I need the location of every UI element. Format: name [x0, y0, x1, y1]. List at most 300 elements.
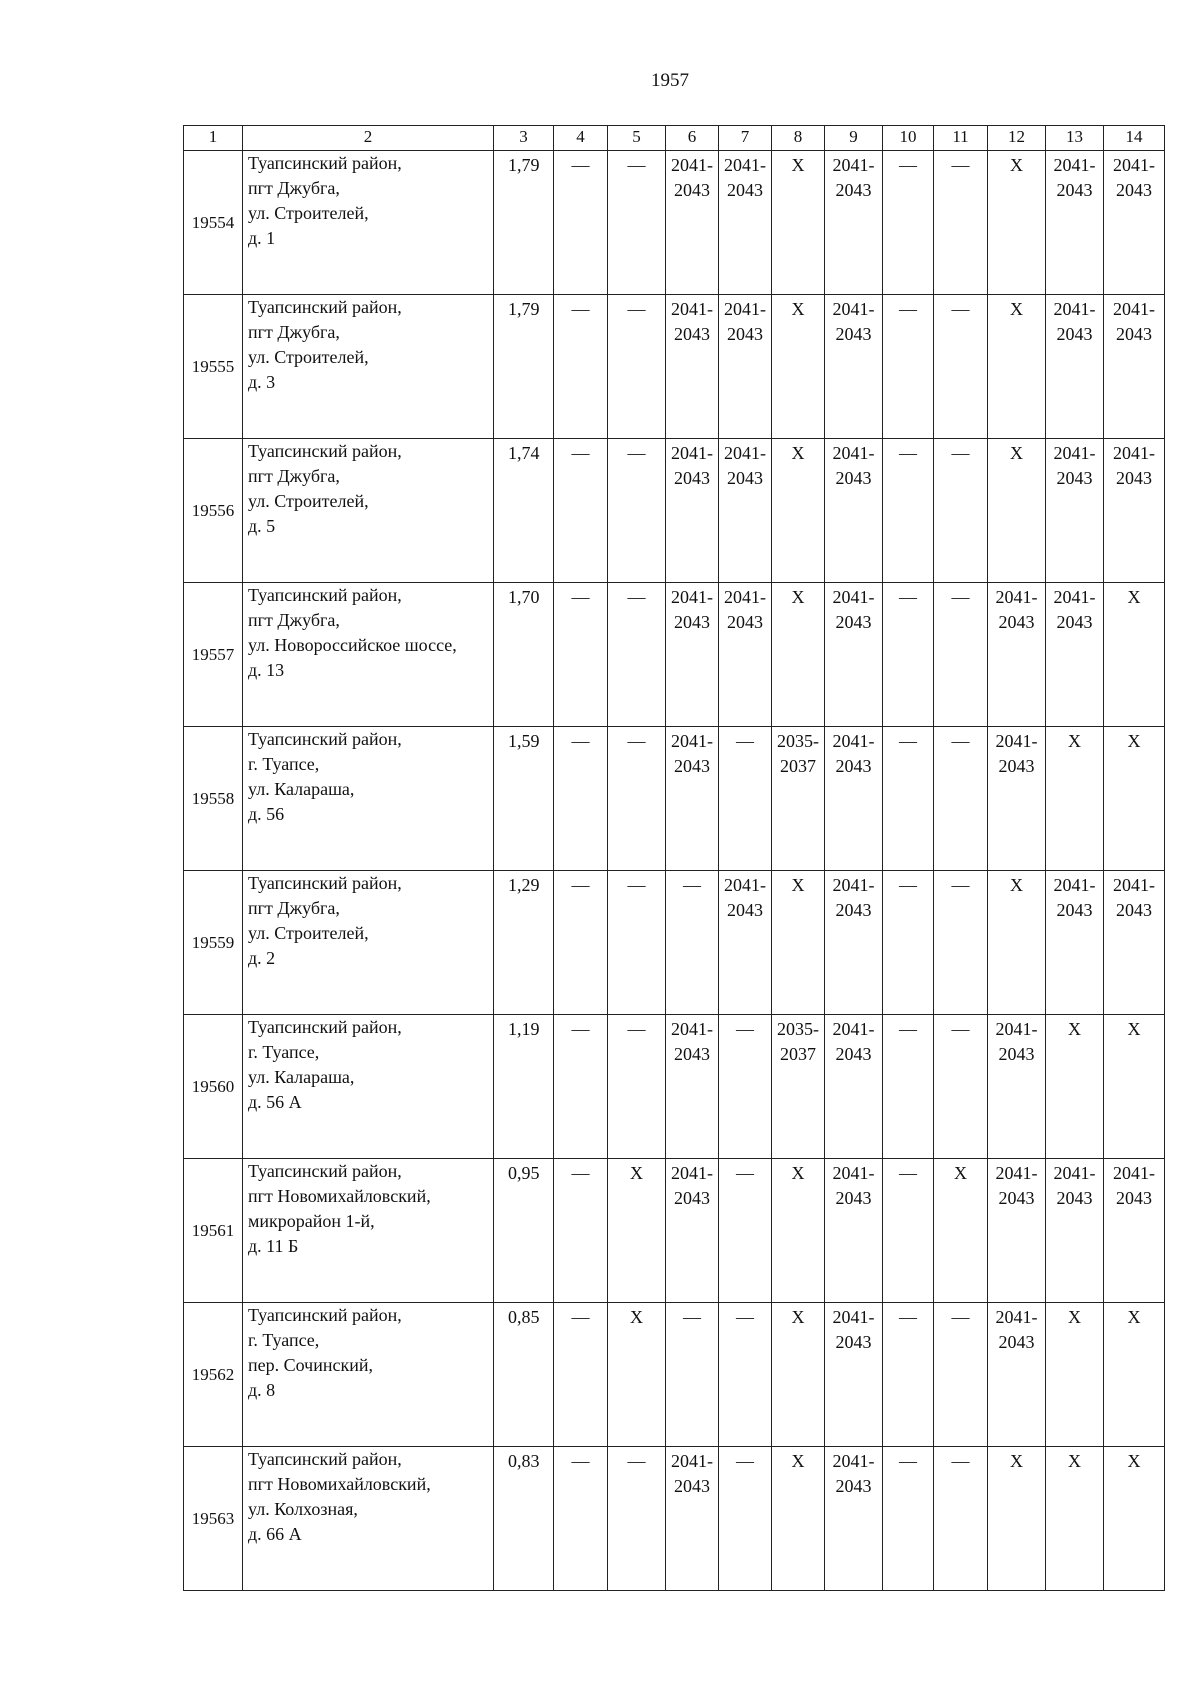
- table-row: [184, 439, 1165, 583]
- cell-col-9: [825, 151, 883, 295]
- cell-line: 2041-: [1113, 155, 1155, 175]
- cell-col-7: [719, 151, 772, 295]
- address-line: Туапсинский район,: [248, 441, 402, 461]
- cell-col-10: —: [883, 439, 934, 583]
- cell-col-14: [1104, 295, 1165, 439]
- cell-col-11: —: [934, 727, 988, 871]
- cell-line: 2043: [835, 1476, 872, 1496]
- cell-col-10: —: [883, 1447, 934, 1591]
- address-line: ул. Новороссийское шоссе,: [248, 635, 457, 655]
- cell-col-8: [772, 1015, 825, 1159]
- cell-col-11: —: [934, 1303, 988, 1447]
- cell-col-8: [772, 727, 825, 871]
- cell-line: 2035-: [777, 1019, 819, 1039]
- cell-col-13: [1046, 295, 1104, 439]
- cell-col-4: —: [554, 1447, 608, 1591]
- cell-line: 2041-: [671, 155, 713, 175]
- cell-line: 2043: [835, 756, 872, 776]
- address-line: д. 8: [248, 1380, 276, 1400]
- cell-col-10: —: [883, 151, 934, 295]
- cell-col-4: —: [554, 1015, 608, 1159]
- cell-line: X: [791, 155, 805, 175]
- address-line: д. 11 Б: [248, 1236, 299, 1256]
- cell-line: 2041-: [724, 155, 766, 175]
- cell-line: X: [791, 299, 805, 319]
- address-line: пер. Сочинский,: [248, 1355, 373, 1375]
- address-line: ул. Строителей,: [248, 347, 369, 367]
- cell-col-11: —: [934, 151, 988, 295]
- cell-line: 2035-: [777, 731, 819, 751]
- address-line: Туапсинский район,: [248, 1305, 402, 1325]
- cell-col-12: [988, 1015, 1046, 1159]
- cell-col-9: [825, 871, 883, 1015]
- cell-line: 2043: [674, 612, 710, 632]
- cell-line: X: [1068, 1451, 1081, 1471]
- cell-line: 2041-: [1113, 1163, 1155, 1183]
- cell-line: 2041-: [832, 1019, 875, 1039]
- cell-col-10: —: [883, 1015, 934, 1159]
- cell-line: 2041-: [995, 587, 1038, 607]
- cell-line: 2043: [835, 468, 872, 488]
- address-cell: [243, 583, 494, 727]
- cell-line: 2037: [780, 1044, 816, 1064]
- cell-col-8: [772, 871, 825, 1015]
- cell-col-10: —: [883, 871, 934, 1015]
- cell-col-11: —: [934, 871, 988, 1015]
- cell-line: 2043: [835, 324, 872, 344]
- cell-line: 2043: [1056, 900, 1093, 920]
- column-header-11: 11: [934, 126, 988, 151]
- cell-col-10: —: [883, 583, 934, 727]
- cell-col-5: —: [608, 151, 666, 295]
- row-number: 19558: [184, 727, 243, 871]
- cell-col-4: —: [554, 1303, 608, 1447]
- cell-col-6: [666, 727, 719, 871]
- cell-col-8: [772, 1159, 825, 1303]
- row-number: 19563: [184, 1447, 243, 1591]
- address-line: Туапсинский район,: [248, 297, 402, 317]
- header-row: [184, 126, 1165, 151]
- cell-col-4: —: [554, 583, 608, 727]
- cell-line: X: [1010, 443, 1023, 463]
- cell-col-5: X: [608, 1303, 666, 1447]
- cell-line: 2041-: [671, 299, 713, 319]
- address-line: пгт Джубга,: [248, 610, 340, 630]
- cell-col-6: [666, 295, 719, 439]
- cell-col-13: [1046, 151, 1104, 295]
- cell-line: 2043: [835, 1044, 872, 1064]
- address-line: Туапсинский район,: [248, 873, 402, 893]
- cell-line: 2041-: [724, 443, 766, 463]
- cell-line: X: [1127, 587, 1141, 607]
- cell-line: 2041-: [1053, 443, 1096, 463]
- cell-line: 2041-: [1053, 875, 1096, 895]
- row-number: 19554: [184, 151, 243, 295]
- address-line: Туапсинский район,: [248, 729, 402, 749]
- page-number: 1957: [651, 70, 689, 91]
- cell-col-13: [1046, 439, 1104, 583]
- column-header-14: 14: [1104, 126, 1165, 151]
- cell-col-4: —: [554, 295, 608, 439]
- column-header-6: 6: [666, 126, 719, 151]
- cell-col-7: [719, 1303, 772, 1447]
- cell-line: —: [736, 731, 754, 751]
- cell-line: 2043: [1056, 468, 1093, 488]
- cell-col-7: [719, 727, 772, 871]
- table-row: [184, 1447, 1165, 1591]
- table-body: [184, 151, 1165, 1591]
- cell-col-6: [666, 439, 719, 583]
- address-line: ул. Строителей,: [248, 203, 369, 223]
- cell-line: 2043: [835, 1188, 872, 1208]
- address-cell: [243, 871, 494, 1015]
- cell-line: X: [791, 875, 805, 895]
- cell-col-13: [1046, 1447, 1104, 1591]
- cell-line: 2043: [1056, 1188, 1093, 1208]
- cell-line: 2043: [835, 612, 872, 632]
- address-line: Туапсинский район,: [248, 1449, 402, 1469]
- cell-line: —: [736, 1451, 754, 1471]
- cell-col-6: [666, 871, 719, 1015]
- register-table: [183, 125, 1165, 1591]
- address-line: д. 3: [248, 372, 276, 392]
- cell-line: 2043: [835, 180, 872, 200]
- column-header-3: 3: [494, 126, 554, 151]
- row-number: 19555: [184, 295, 243, 439]
- cell-col-11: —: [934, 295, 988, 439]
- cell-col-5: —: [608, 439, 666, 583]
- cell-line: 2041-: [671, 731, 713, 751]
- cell-line: 2043: [998, 612, 1035, 632]
- cell-line: 2041-: [1053, 587, 1096, 607]
- address-line: г. Туапсе,: [248, 754, 320, 774]
- address-line: пгт Новомихайловский,: [248, 1186, 431, 1206]
- cell-line: 2043: [674, 324, 710, 344]
- cell-col-6: [666, 583, 719, 727]
- cell-line: 2041-: [832, 1163, 875, 1183]
- cell-line: 2041-: [995, 1307, 1038, 1327]
- column-header-10: 10: [883, 126, 934, 151]
- cell-line: X: [791, 587, 805, 607]
- cell-line: 2043: [1116, 1188, 1152, 1208]
- cell-line: 2041-: [671, 1019, 713, 1039]
- row-number: 19562: [184, 1303, 243, 1447]
- cell-line: 2041-: [724, 299, 766, 319]
- cell-line: —: [736, 1019, 754, 1039]
- cell-col-12: [988, 1159, 1046, 1303]
- column-header-8: 8: [772, 126, 825, 151]
- cell-line: 2043: [835, 1332, 872, 1352]
- cell-line: X: [1068, 731, 1081, 751]
- address-line: д. 1: [248, 228, 276, 248]
- address-line: ул. Калараша,: [248, 779, 355, 799]
- cell-col-12: [988, 727, 1046, 871]
- cell-line: —: [736, 1307, 754, 1327]
- cell-col-3: 1,19: [494, 1015, 554, 1159]
- cell-col-5: —: [608, 1015, 666, 1159]
- address-line: г. Туапсе,: [248, 1042, 320, 1062]
- cell-col-3: 1,74: [494, 439, 554, 583]
- column-header-2: 2: [243, 126, 494, 151]
- cell-line: X: [1068, 1019, 1081, 1039]
- cell-col-10: —: [883, 295, 934, 439]
- address-line: Туапсинский район,: [248, 1161, 402, 1181]
- address-cell: [243, 1303, 494, 1447]
- cell-col-8: [772, 1303, 825, 1447]
- address-line: ул. Калараша,: [248, 1067, 355, 1087]
- cell-col-13: [1046, 583, 1104, 727]
- cell-col-3: 1,59: [494, 727, 554, 871]
- cell-line: X: [1127, 1019, 1141, 1039]
- address-line: пгт Джубга,: [248, 322, 340, 342]
- cell-line: 2043: [1116, 468, 1152, 488]
- cell-line: 2043: [1056, 180, 1093, 200]
- cell-line: 2043: [835, 900, 872, 920]
- cell-col-3: 1,79: [494, 295, 554, 439]
- cell-col-14: [1104, 151, 1165, 295]
- address-line: Туапсинский район,: [248, 1017, 402, 1037]
- column-header-12: 12: [988, 126, 1046, 151]
- cell-line: 2043: [1116, 324, 1152, 344]
- cell-col-7: [719, 439, 772, 583]
- cell-col-7: [719, 583, 772, 727]
- cell-col-7: [719, 295, 772, 439]
- table-row: [184, 1303, 1165, 1447]
- table-row: [184, 151, 1165, 295]
- cell-col-7: [719, 1447, 772, 1591]
- cell-col-14: [1104, 1303, 1165, 1447]
- cell-line: 2043: [727, 612, 763, 632]
- cell-line: 2041-: [1113, 443, 1155, 463]
- cell-col-14: [1104, 1447, 1165, 1591]
- address-line: ул. Колхозная,: [248, 1499, 358, 1519]
- cell-col-14: [1104, 439, 1165, 583]
- cell-col-3: 0,83: [494, 1447, 554, 1591]
- cell-col-4: —: [554, 151, 608, 295]
- cell-line: 2043: [674, 756, 710, 776]
- cell-col-9: [825, 1303, 883, 1447]
- cell-line: 2041-: [671, 1163, 713, 1183]
- cell-col-5: —: [608, 871, 666, 1015]
- cell-line: X: [1127, 1307, 1141, 1327]
- cell-line: 2041-: [671, 443, 713, 463]
- cell-line: 2041-: [832, 1451, 875, 1471]
- cell-col-12: [988, 439, 1046, 583]
- address-line: ул. Строителей,: [248, 491, 369, 511]
- cell-line: 2043: [998, 1188, 1035, 1208]
- cell-line: 2041-: [832, 155, 875, 175]
- address-line: пгт Джубга,: [248, 466, 340, 486]
- cell-col-4: —: [554, 727, 608, 871]
- address-line: д. 56 А: [248, 1092, 302, 1112]
- cell-line: —: [736, 1163, 754, 1183]
- table-row: [184, 583, 1165, 727]
- cell-line: 2041-: [671, 1451, 713, 1471]
- column-header-9: 9: [825, 126, 883, 151]
- cell-col-8: [772, 295, 825, 439]
- cell-col-4: —: [554, 871, 608, 1015]
- row-number: 19556: [184, 439, 243, 583]
- address-line: д. 66 А: [248, 1524, 302, 1544]
- cell-line: 2043: [998, 1332, 1035, 1352]
- cell-col-12: [988, 871, 1046, 1015]
- cell-line: X: [1010, 155, 1023, 175]
- cell-col-12: [988, 1447, 1046, 1591]
- cell-line: 2041-: [724, 587, 766, 607]
- cell-line: X: [791, 443, 805, 463]
- cell-col-8: [772, 439, 825, 583]
- cell-col-3: 0,95: [494, 1159, 554, 1303]
- cell-col-14: [1104, 727, 1165, 871]
- address-cell: [243, 151, 494, 295]
- cell-col-7: [719, 1159, 772, 1303]
- address-line: ул. Строителей,: [248, 923, 369, 943]
- cell-col-5: —: [608, 583, 666, 727]
- cell-line: 2043: [674, 1476, 710, 1496]
- cell-line: 2043: [727, 180, 763, 200]
- cell-col-5: —: [608, 1447, 666, 1591]
- cell-line: 2043: [998, 1044, 1035, 1064]
- cell-line: 2041-: [1053, 1163, 1096, 1183]
- table-row: [184, 871, 1165, 1015]
- cell-col-13: [1046, 727, 1104, 871]
- column-header-4: 4: [554, 126, 608, 151]
- cell-line: 2041-: [1113, 299, 1155, 319]
- cell-line: X: [1127, 731, 1141, 751]
- address-line: пгт Джубга,: [248, 898, 340, 918]
- cell-col-10: —: [883, 1159, 934, 1303]
- cell-line: 2043: [998, 756, 1035, 776]
- cell-col-8: [772, 583, 825, 727]
- cell-col-13: [1046, 1303, 1104, 1447]
- cell-line: 2043: [727, 900, 763, 920]
- cell-col-5: X: [608, 1159, 666, 1303]
- cell-col-12: [988, 1303, 1046, 1447]
- cell-line: 2043: [674, 468, 710, 488]
- cell-line: X: [791, 1451, 805, 1471]
- cell-line: 2041-: [832, 1307, 875, 1327]
- cell-col-14: [1104, 1159, 1165, 1303]
- cell-col-6: [666, 1303, 719, 1447]
- address-cell: [243, 1447, 494, 1591]
- cell-line: 2041-: [995, 1019, 1038, 1039]
- address-cell: [243, 439, 494, 583]
- row-number: 19557: [184, 583, 243, 727]
- column-header-1: 1: [184, 126, 243, 151]
- cell-col-13: [1046, 1159, 1104, 1303]
- cell-line: X: [1127, 1451, 1141, 1471]
- row-number: 19561: [184, 1159, 243, 1303]
- table-row: [184, 295, 1165, 439]
- cell-line: 2043: [727, 468, 763, 488]
- column-header-7: 7: [719, 126, 772, 151]
- address-cell: [243, 727, 494, 871]
- address-line: д. 5: [248, 516, 276, 536]
- cell-col-13: [1046, 871, 1104, 1015]
- cell-col-3: 1,70: [494, 583, 554, 727]
- address-line: д. 2: [248, 948, 276, 968]
- cell-line: 2043: [674, 180, 710, 200]
- cell-line: 2043: [1056, 324, 1093, 344]
- cell-col-5: —: [608, 295, 666, 439]
- address-line: пгт Джубга,: [248, 178, 340, 198]
- cell-col-11: —: [934, 439, 988, 583]
- table-row: [184, 727, 1165, 871]
- cell-col-10: —: [883, 1303, 934, 1447]
- cell-col-3: 1,79: [494, 151, 554, 295]
- cell-col-9: [825, 439, 883, 583]
- cell-col-9: [825, 1159, 883, 1303]
- cell-line: 2043: [1056, 612, 1093, 632]
- column-header-13: 13: [1046, 126, 1104, 151]
- cell-col-11: —: [934, 1015, 988, 1159]
- cell-line: —: [683, 1307, 701, 1327]
- cell-col-6: [666, 1015, 719, 1159]
- cell-line: 2041-: [832, 587, 875, 607]
- cell-line: 2041-: [832, 299, 875, 319]
- cell-line: 2041-: [995, 1163, 1038, 1183]
- address-line: г. Туапсе,: [248, 1330, 320, 1350]
- address-line: Туапсинский район,: [248, 585, 402, 605]
- address-line: пгт Новомихайловский,: [248, 1474, 431, 1494]
- cell-col-7: [719, 871, 772, 1015]
- row-number: 19559: [184, 871, 243, 1015]
- cell-col-3: 0,85: [494, 1303, 554, 1447]
- cell-col-11: —: [934, 583, 988, 727]
- cell-col-4: —: [554, 439, 608, 583]
- cell-line: X: [791, 1307, 805, 1327]
- cell-line: 2041-: [995, 731, 1038, 751]
- address-line: д. 13: [248, 660, 285, 680]
- cell-line: 2041-: [1053, 299, 1096, 319]
- cell-line: 2041-: [671, 587, 713, 607]
- address-cell: [243, 1015, 494, 1159]
- address-cell: [243, 1159, 494, 1303]
- cell-col-5: —: [608, 727, 666, 871]
- address-cell: [243, 295, 494, 439]
- cell-col-7: [719, 1015, 772, 1159]
- cell-col-12: [988, 295, 1046, 439]
- cell-line: X: [791, 1163, 805, 1183]
- cell-line: X: [1010, 299, 1023, 319]
- cell-col-11: X: [934, 1159, 988, 1303]
- cell-line: X: [1010, 1451, 1023, 1471]
- cell-line: X: [1068, 1307, 1081, 1327]
- cell-col-11: —: [934, 1447, 988, 1591]
- cell-col-14: [1104, 583, 1165, 727]
- cell-col-9: [825, 1015, 883, 1159]
- cell-col-13: [1046, 1015, 1104, 1159]
- cell-line: 2041-: [724, 875, 766, 895]
- cell-col-14: [1104, 1015, 1165, 1159]
- cell-col-9: [825, 295, 883, 439]
- table-row: [184, 1015, 1165, 1159]
- cell-col-14: [1104, 871, 1165, 1015]
- cell-col-10: —: [883, 727, 934, 871]
- address-line: Туапсинский район,: [248, 153, 402, 173]
- cell-line: —: [683, 875, 701, 895]
- cell-col-8: [772, 1447, 825, 1591]
- cell-line: 2043: [1116, 180, 1152, 200]
- cell-col-9: [825, 1447, 883, 1591]
- cell-line: 2041-: [1113, 875, 1155, 895]
- address-line: микрорайон 1-й,: [248, 1211, 375, 1231]
- cell-line: 2043: [1116, 900, 1152, 920]
- cell-col-8: [772, 151, 825, 295]
- cell-line: 2041-: [1053, 155, 1096, 175]
- table-row: [184, 1159, 1165, 1303]
- cell-col-6: [666, 1447, 719, 1591]
